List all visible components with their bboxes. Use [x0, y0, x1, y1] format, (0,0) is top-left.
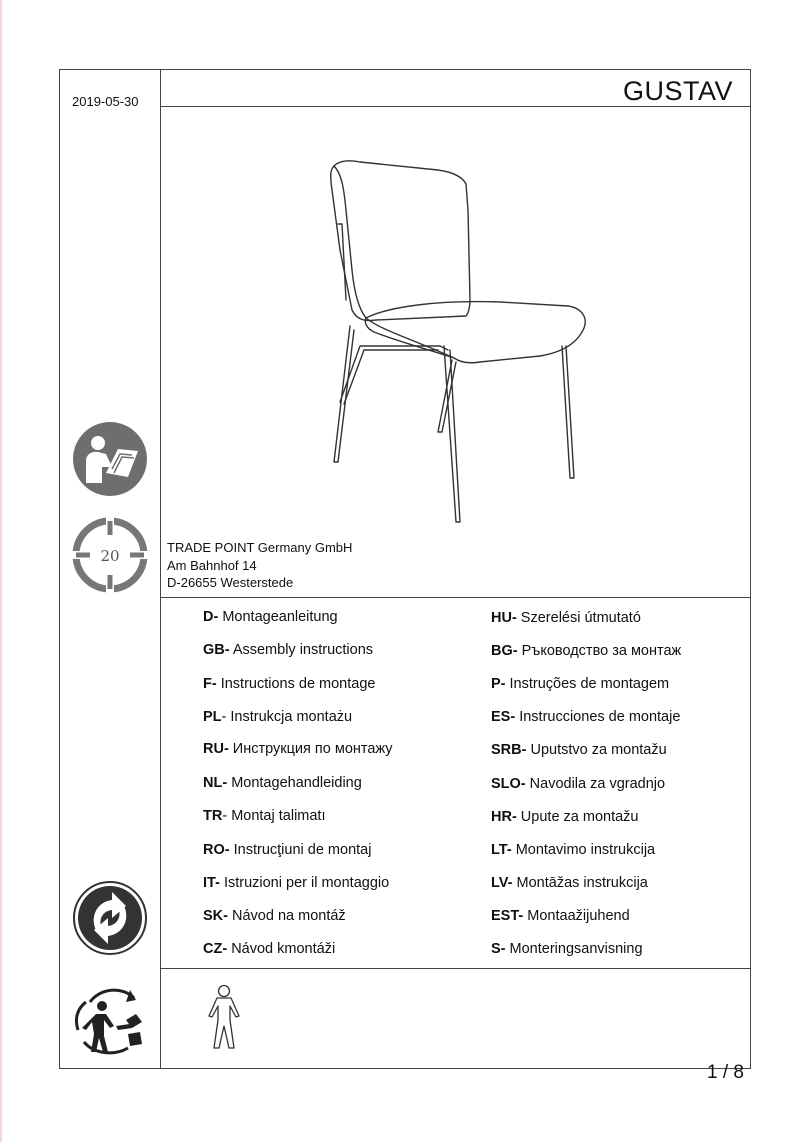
read-manual-icon — [72, 421, 148, 497]
language-item: F- Instructions de montage — [203, 676, 376, 692]
image-divider — [160, 597, 751, 598]
company-city: D-26655 Westerstede — [167, 575, 294, 590]
language-item: LV- Montāžas instrukcija — [491, 875, 648, 891]
page-number: 1 / 8 — [707, 1062, 744, 1083]
language-item: SK- Návod na montáž — [203, 908, 346, 924]
language-item: CZ- Návod kmontáži — [203, 941, 336, 957]
age-20-icon — [72, 517, 148, 593]
tidyman-disposal-icon — [70, 980, 150, 1060]
company-street: Am Bahnhof 14 — [167, 557, 257, 573]
language-item: RU- Инструкция по монтажу — [203, 741, 393, 757]
language-item: PL- Instrukcja montażu — [203, 709, 353, 725]
language-item: SRB- Uputstvo za montažu — [491, 742, 667, 758]
language-item: D- Montageanleitung — [203, 609, 338, 625]
age-label: 20 — [100, 547, 120, 565]
language-item: BG- Ръководство за монтаж — [491, 643, 682, 659]
language-item: LT- Montavimo instrukcija — [491, 842, 656, 858]
language-item: NL- Montagehandleiding — [203, 775, 362, 791]
company-address — [167, 539, 352, 592]
language-item: HR- Upute za montažu — [491, 809, 639, 825]
green-dot-recycle-icon — [72, 880, 148, 956]
language-item: TR- Montaj talimatı — [203, 808, 326, 824]
language-item: HU- Szerelési útmutató — [491, 610, 641, 626]
sidebar-divider — [160, 69, 161, 1069]
language-item: P- Instruções de montagem — [491, 676, 670, 692]
chair-illustration — [320, 150, 600, 530]
company-name: TRADE POINT Germany GmbH — [167, 540, 353, 555]
language-item: ES- Instrucciones de montaje — [491, 709, 681, 725]
language-item: SLO- Navodila za vgradnjo — [491, 776, 666, 792]
languages-divider — [160, 968, 751, 969]
page-edge — [0, 0, 2, 1142]
language-item: EST- Montaažijuhend — [491, 908, 630, 924]
language-item: S- Monteringsanvisning — [491, 941, 643, 957]
document-date: 2019-05-30 — [72, 94, 139, 109]
product-title: GUSTAV — [622, 76, 733, 106]
language-item: RO- Instrucţiuni de montaj — [203, 842, 372, 858]
person-count-icon — [204, 984, 244, 1052]
language-item: GB- Assembly instructions — [203, 642, 374, 658]
language-item: IT- Istruzioni per il montaggio — [203, 875, 390, 891]
